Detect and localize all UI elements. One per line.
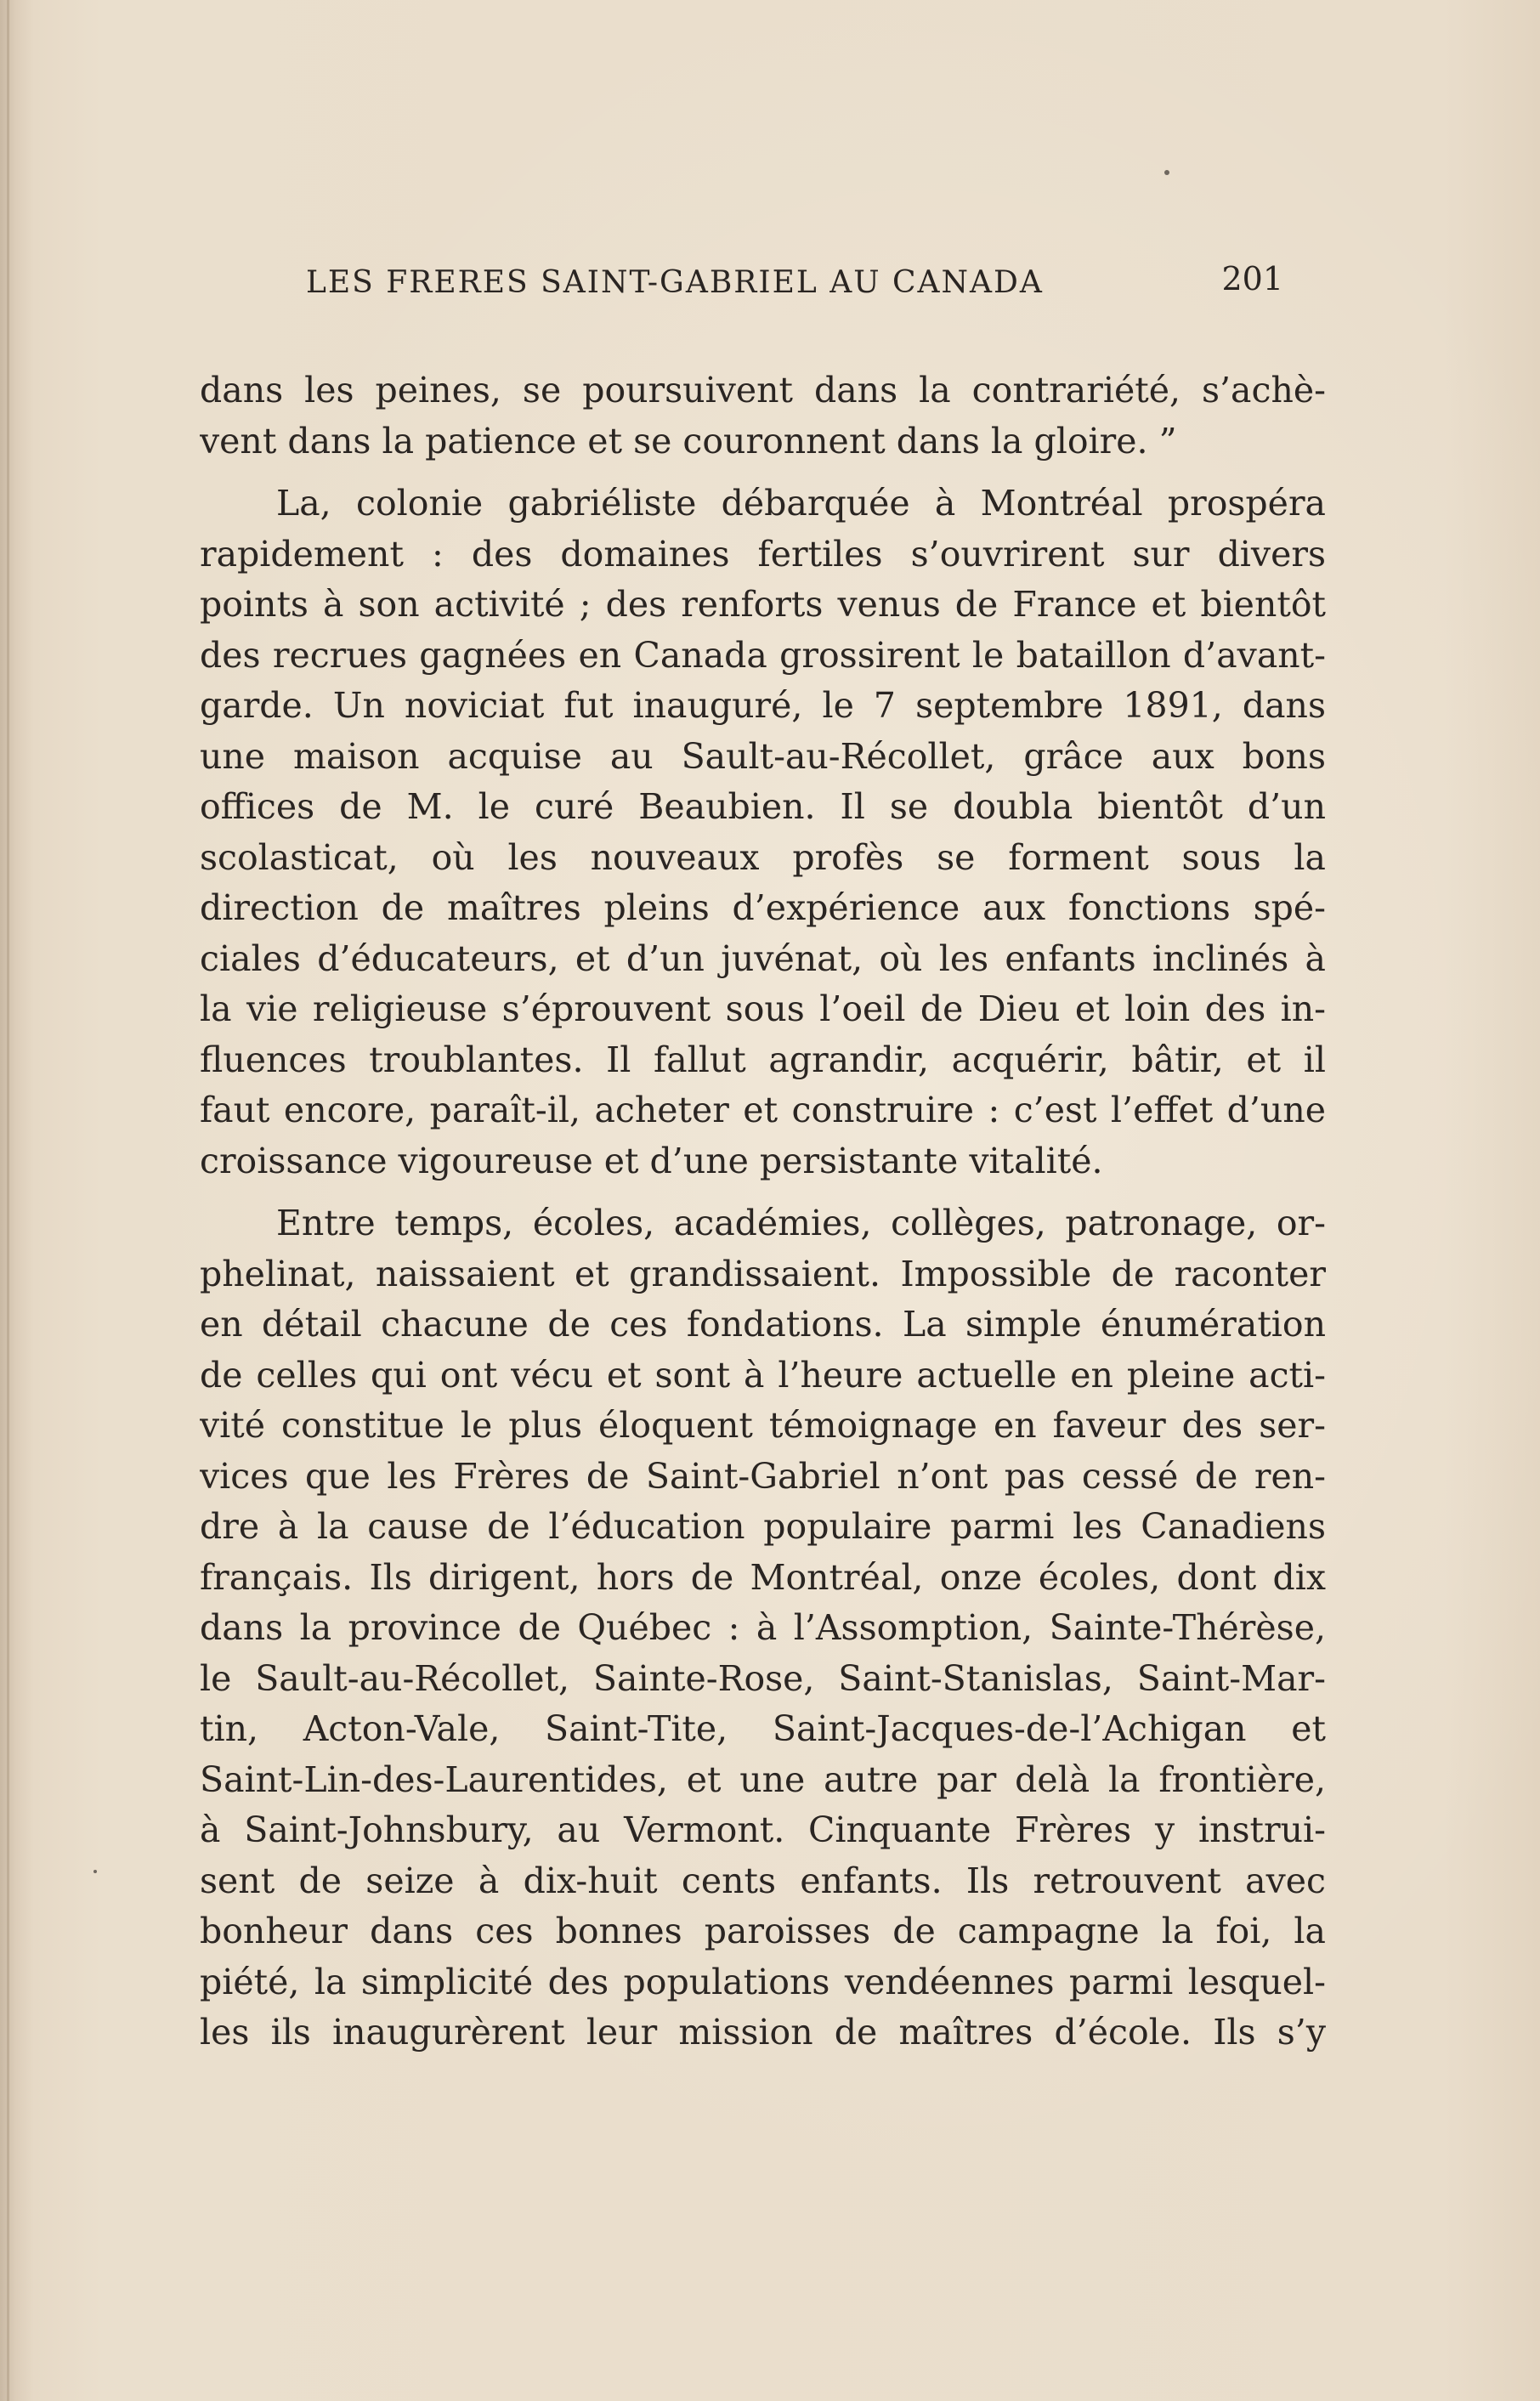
text-line: vité constitue le plus éloquent témoignage en faveur des ser- (200, 1405, 1326, 1446)
text-line: rapidement : des domaines fertiles s’ouvrirent sur divers (200, 533, 1326, 575)
text-line: fluences troublantes. Il fallut agrandir, acquérir, bâtir, et il (200, 1039, 1326, 1080)
text-line: croissance vigoureuse et d’une persistante vitalité. (200, 1140, 1103, 1181)
body-text (200, 365, 1326, 2058)
text-line: vent dans la patience et se couronnent dans la gloire. ” (200, 420, 1177, 462)
text-line: des recrues gagnées en Canada grossirent le bataillon d’avant- (200, 634, 1326, 676)
text-line: à Saint-Johnsbury, au Vermont. Cinquante Frères y instrui- (200, 1809, 1326, 1850)
text-line: piété, la simplicité des populations vendéennes parmi lesquel- (200, 1961, 1326, 2002)
text-line: Entre temps, écoles, académies, collèges, patronage, or- (276, 1203, 1326, 1243)
text-line: offices de M. le curé Beaubien. Il se doubla bientôt d’un (200, 786, 1326, 827)
text-line: une maison acquise au Sault-au-Récollet, grâce aux bons (200, 735, 1326, 777)
text-line: vices que les Frères de Saint-Gabriel n’ont pas cessé de ren- (200, 1455, 1326, 1497)
text-line: Saint-Lin-des-Laurentides, et une autre par delà la frontière, (200, 1758, 1326, 1800)
text-line: phelinat, naissaient et grandissaient. Impossible de raconter (200, 1253, 1326, 1294)
text-line: La, colonie gabriéliste débarquée à Montréal prospéra (276, 483, 1326, 524)
text-line: scolasticat, où les nouveaux profès se forment sous la (200, 836, 1326, 878)
page-number: 201 (1221, 260, 1283, 297)
text-line: faut encore, paraît-il, acheter et construire : c’est l’effet d’une (200, 1090, 1326, 1130)
running-title: LES FRERES SAINT-GABRIEL AU CANADA (306, 265, 1044, 300)
text-line: dans la province de Québec : à l’Assomption, Sainte-Thérèse, (200, 1607, 1326, 1648)
text-line: les ils inaugurèrent leur mission de maîtres d’école. Ils s’y (200, 2012, 1326, 2053)
binding-edge (7, 0, 9, 2401)
text-line: français. Ils dirigent, hors de Montréal, onze écoles, dont dix (200, 1556, 1326, 1598)
paper-speck (1164, 170, 1169, 175)
text-line: le Sault-au-Récollet, Sainte-Rose, Saint-Stanislas, Saint-Mar- (200, 1657, 1326, 1699)
text-line: dans les peines, se poursuivent dans la contrariété, s’achè- (200, 370, 1326, 411)
running-head (306, 260, 1283, 308)
text-line: sent de seize à dix-huit cents enfants. Ils retrouvent avec (200, 1860, 1326, 1901)
text-line: dre à la cause de l’éducation populaire parmi les Canadiens (200, 1506, 1326, 1547)
text-line: points à son activité ; des renforts venus de France et bientôt (200, 584, 1326, 625)
text-line: bonheur dans ces bonnes paroisses de campagne la foi, la (200, 1911, 1326, 1951)
text-line: tin, Acton-Vale, Saint-Tite, Saint-Jacques-de-l’Achigan et (200, 1708, 1326, 1749)
text-line: ciales d’éducateurs, et d’un juvénat, où les enfants inclinés à (200, 937, 1326, 979)
text-line: la vie religieuse s’éprouvent sous l’oeil de Dieu et loin des in- (200, 988, 1326, 1029)
text-line: de celles qui ont vécu et sont à l’heure actuelle en pleine acti- (200, 1354, 1326, 1396)
text-line: en détail chacune de ces fondations. La simple énumération (200, 1304, 1326, 1345)
paper-speck (93, 1870, 97, 1873)
text-line: garde. Un noviciat fut inauguré, le 7 septembre 1891, dans (200, 685, 1326, 726)
text-line: direction de maîtres pleins d’expérience aux fonctions spé- (200, 887, 1326, 928)
